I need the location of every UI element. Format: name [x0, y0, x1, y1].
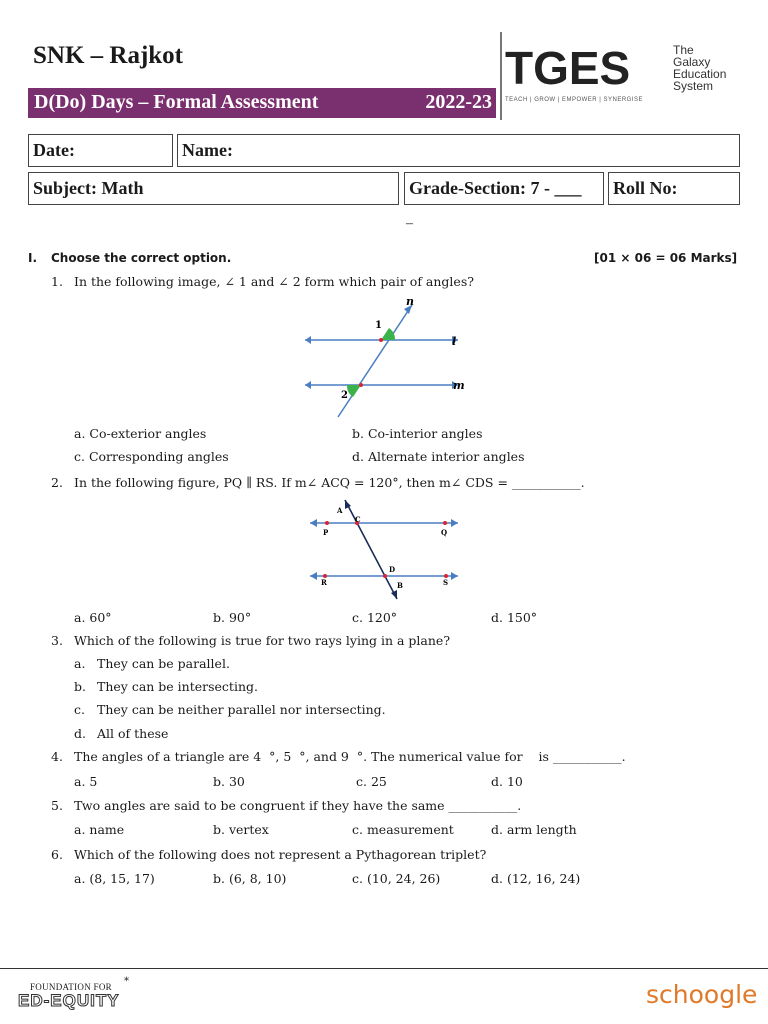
q2-option-b[interactable]: b. 90° — [213, 610, 252, 625]
q1-label-2: 2 — [341, 390, 348, 401]
q4-number: 4. — [51, 749, 63, 764]
q3-option-b-letter: b. — [74, 679, 86, 694]
q3-option-d[interactable]: All of these — [97, 726, 169, 741]
grade-section-field[interactable]: Grade-Section: 7 - ___ — [404, 172, 604, 205]
q6-option-b[interactable]: b. (6, 8, 10) — [213, 871, 287, 886]
q2-label-r: R — [321, 578, 327, 587]
subject-field: Subject: Math — [28, 172, 399, 205]
q6-option-d[interactable]: d. (12, 16, 24) — [491, 871, 581, 886]
q2-label-b: B — [397, 581, 403, 590]
q6-option-a[interactable]: a. (8, 15, 17) — [74, 871, 155, 886]
academic-year: 2022-23 — [425, 91, 492, 113]
q1-option-d[interactable]: d. Alternate interior angles — [352, 449, 525, 464]
ed-equity-logo — [18, 982, 120, 1011]
q2-option-c[interactable]: c. 120° — [352, 610, 398, 625]
q3-text: Which of the following is true for two rays lying in a plane? — [74, 633, 451, 648]
q5-option-a[interactable]: a. name — [74, 822, 125, 837]
q4-option-b[interactable]: b. 30 — [213, 774, 245, 789]
q2-figure — [305, 495, 465, 605]
logo-tagline: TEACH | GROW | EMPOWER | SYNERGISE — [505, 97, 644, 103]
q2-option-d[interactable]: d. 150° — [491, 610, 538, 625]
q1-label-l: l — [452, 335, 457, 348]
footer-divider — [0, 968, 768, 969]
q5-text: Two angles are said to be congruent if they have the same ___________. — [74, 798, 522, 813]
logo-name-line3: Education — [673, 67, 727, 81]
roll-no-field[interactable]: Roll No: — [608, 172, 740, 205]
schoogle-logo: schoogle — [646, 980, 758, 1009]
q2-option-a[interactable]: a. 60° — [74, 610, 112, 625]
name-field[interactable]: Name: — [177, 134, 740, 167]
q3-number: 3. — [51, 633, 63, 648]
logo-name-line2: Galaxy — [673, 55, 711, 69]
logo-text: TGES — [505, 44, 631, 94]
q1-option-b[interactable]: b. Co-interior angles — [352, 426, 483, 441]
q1-label-m: m — [453, 379, 465, 392]
q3-option-a-letter: a. — [74, 656, 86, 671]
q2-label-a: A — [337, 506, 343, 515]
q2-label-c: C — [355, 515, 361, 524]
q5-option-b[interactable]: b. vertex — [213, 822, 269, 837]
assessment-banner — [28, 88, 496, 118]
q3-option-a[interactable]: They can be parallel. — [97, 656, 230, 671]
q6-option-c[interactable]: c. (10, 24, 26) — [352, 871, 441, 886]
q1-option-a[interactable]: a. Co-exterior angles — [74, 426, 207, 441]
q4-text: The angles of a triangle are 4 °, 5 °, and 9 °. The numerical value for is ___________. — [74, 749, 626, 764]
ed-equity-line2: ED-EQUITY — [18, 991, 120, 1010]
logo-name — [673, 44, 726, 92]
school-name: SNK – Rajkot — [33, 42, 184, 69]
q1-text: In the following image, ∠ 1 and ∠ 2 form which pair of angles? — [74, 274, 474, 289]
q3-option-d-letter: d. — [74, 726, 86, 741]
logo-name-line1: The — [673, 43, 694, 57]
section-instruction: Choose the correct option. — [51, 251, 232, 265]
header-divider — [500, 32, 502, 120]
stray-dash: – — [406, 216, 413, 231]
assessment-title: D(Do) Days – Formal Assessment — [34, 91, 319, 113]
q3-option-c-letter: c. — [74, 702, 85, 717]
q5-number: 5. — [51, 798, 63, 813]
q1-label-n: n — [406, 295, 414, 308]
q2-label-q: Q — [441, 528, 448, 537]
q5-option-c[interactable]: c. measurement — [352, 822, 454, 837]
q1-number: 1. — [51, 274, 63, 289]
logo-name-line4: System — [673, 79, 714, 93]
q2-label-d: D — [389, 565, 396, 574]
section-marks: [01 × 06 = 06 Marks] — [594, 251, 738, 265]
tges-logo — [505, 44, 655, 94]
q2-label-p: P — [323, 528, 329, 537]
date-field[interactable]: Date: — [28, 134, 173, 167]
q4-option-a[interactable]: a. 5 — [74, 774, 98, 789]
q4-option-c[interactable]: c. 25 — [356, 774, 387, 789]
q2-label-s: S — [443, 578, 449, 587]
q3-option-c[interactable]: They can be neither parallel nor intersecting. — [97, 702, 386, 717]
ed-equity-line1: FOUNDATION FOR — [30, 982, 112, 992]
q1-figure — [300, 295, 470, 420]
q4-option-d[interactable]: d. 10 — [491, 774, 523, 789]
section-number: I. — [28, 251, 38, 265]
ed-equity-mark: * — [124, 976, 129, 987]
q6-number: 6. — [51, 847, 63, 862]
q2-number: 2. — [51, 475, 63, 490]
q2-text: In the following figure, PQ ∥ RS. If m∠ ACQ = 120°, then m∠ CDS = ___________. — [74, 475, 585, 490]
q1-option-c[interactable]: c. Corresponding angles — [74, 449, 229, 464]
q5-option-d[interactable]: d. arm length — [491, 822, 577, 837]
q3-option-b[interactable]: They can be intersecting. — [97, 679, 258, 694]
q6-text: Which of the following does not represent a Pythagorean triplet? — [74, 847, 487, 862]
q1-label-1: 1 — [375, 320, 382, 331]
